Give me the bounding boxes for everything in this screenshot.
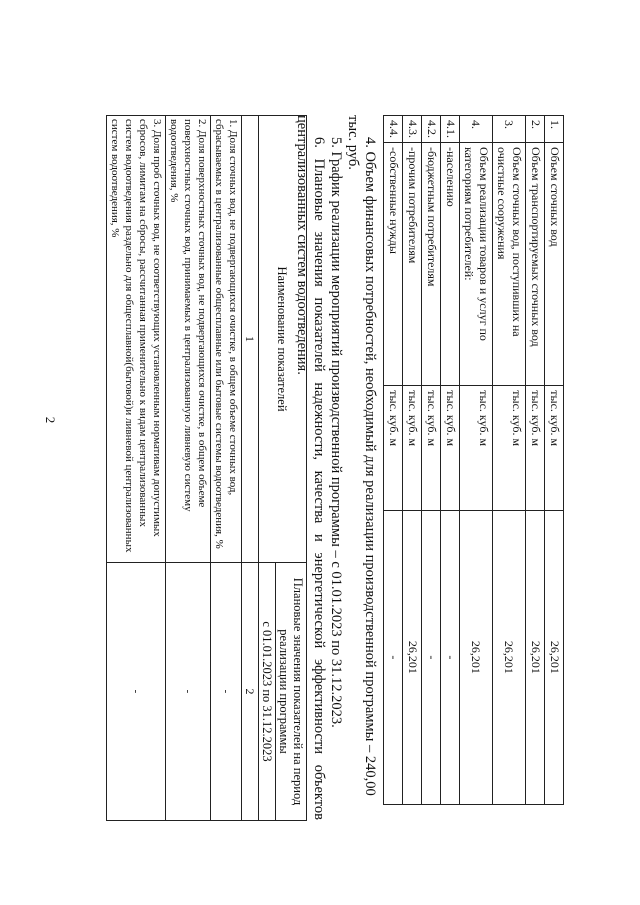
row-number: 4.3.: [403, 116, 422, 143]
item-5-schedule: 5. График реализации мероприятий производственной программы – с 01.01.2023 по 31.12.2023.: [328, 137, 344, 728]
item-4-financing: 4. Объем финансовых потребностей, необходимый для реализации производственной программы – 240,00 тыс. руб.: [345, 115, 378, 796]
indicator-value: -: [211, 563, 242, 821]
page-number: 2: [43, 416, 58, 424]
indicator-name: 3. Доля проб сточных вод, не соответствующих установленным нормативам допустимых сбросов, лимитам на сбросы, рассчитанная применительно к видам централизованных систем водоотведения раздельно для общесплавной(бытовой)и ливневой централизованных систем водоотведения, %: [107, 116, 166, 563]
indicator-name: 2. Доля поверхностных сточных вод, не подвергающихся очистке, в общем объеме поверхностных сточных вод, принимаемых в централизованную ливневую систему водоотведения, %: [166, 116, 211, 563]
row-name: -бюджетным потребителям: [422, 143, 441, 386]
row-name: -собственные нужды: [384, 143, 403, 386]
table-row: [403, 116, 422, 805]
row-value: 26,201: [493, 510, 526, 804]
row-name: Объем транспортируемых сточных вод: [526, 143, 545, 386]
header-period: с 01.01.2023 по 31.12.2023: [259, 563, 276, 821]
indicator-name: 1. Доля сточных вод, не подвергающихся очистке, в общем объеме сточных вод, сбрасываемых в централизованные общесплавные или бытовые системы водоотведения, %: [211, 116, 242, 563]
table-row: [422, 116, 441, 805]
row-value: 26,201: [460, 510, 493, 804]
header-indicator-name: Наименование показателей: [259, 116, 307, 563]
table-row: [545, 116, 564, 805]
row-number: 4.4.: [384, 116, 403, 143]
row-value: 26,201: [403, 510, 422, 804]
row-name: Объем сточных вод: [545, 143, 564, 386]
column-index-1: 1: [242, 116, 259, 563]
table-index-row: [242, 116, 259, 821]
row-number: 3.: [493, 116, 526, 143]
row-unit: тыс. куб. м: [526, 386, 545, 510]
row-number: 4.1.: [441, 116, 460, 143]
row-value: 26,201: [545, 510, 564, 804]
table-row: [211, 116, 242, 821]
row-number: 2.: [526, 116, 545, 143]
indicators-table: [106, 115, 307, 821]
row-number: 4.2.: [422, 116, 441, 143]
table-row: [166, 116, 211, 821]
table-row: [460, 116, 493, 805]
table-row: [384, 116, 403, 805]
column-index-2: 2: [242, 563, 259, 821]
row-unit: тыс. куб. м: [441, 386, 460, 510]
row-value: -: [384, 510, 403, 804]
row-number: 4.: [460, 116, 493, 143]
row-name: Объем реализации товаров и услуг по категориям потребителей:: [460, 143, 493, 386]
table-row: [493, 116, 526, 805]
table-row: [526, 116, 545, 805]
row-number: 1.: [545, 116, 564, 143]
row-unit: тыс. куб. м: [493, 386, 526, 510]
table-row: [441, 116, 460, 805]
row-value: -: [441, 510, 460, 804]
indicator-value: -: [107, 563, 166, 821]
row-unit: тыс. куб. м: [384, 386, 403, 510]
table-header-row: [276, 116, 307, 821]
indicator-value: -: [166, 563, 211, 821]
row-name: Объем сточных вод, поступивших на очистные сооружения: [493, 143, 526, 386]
row-unit: тыс. куб. м: [422, 386, 441, 510]
volume-table: [383, 115, 564, 805]
row-value: 26,201: [526, 510, 545, 804]
row-unit: тыс. куб. м: [403, 386, 422, 510]
row-name: -населению: [441, 143, 460, 386]
row-unit: тыс. куб. м: [460, 386, 493, 510]
item-6-indicators: 6. Плановые значения показателей надежности, качества и энергетической эффективности объектов: [311, 137, 327, 820]
header-planned-values: Плановые значения показателей на период реализации программы: [276, 563, 307, 821]
item-6-indicators-continued: централизованных систем водоотведения.: [294, 115, 310, 375]
table-row: [107, 116, 166, 821]
row-unit: тыс. куб. м: [545, 386, 564, 510]
row-name: -прочим потребителям: [403, 143, 422, 386]
row-value: -: [422, 510, 441, 804]
